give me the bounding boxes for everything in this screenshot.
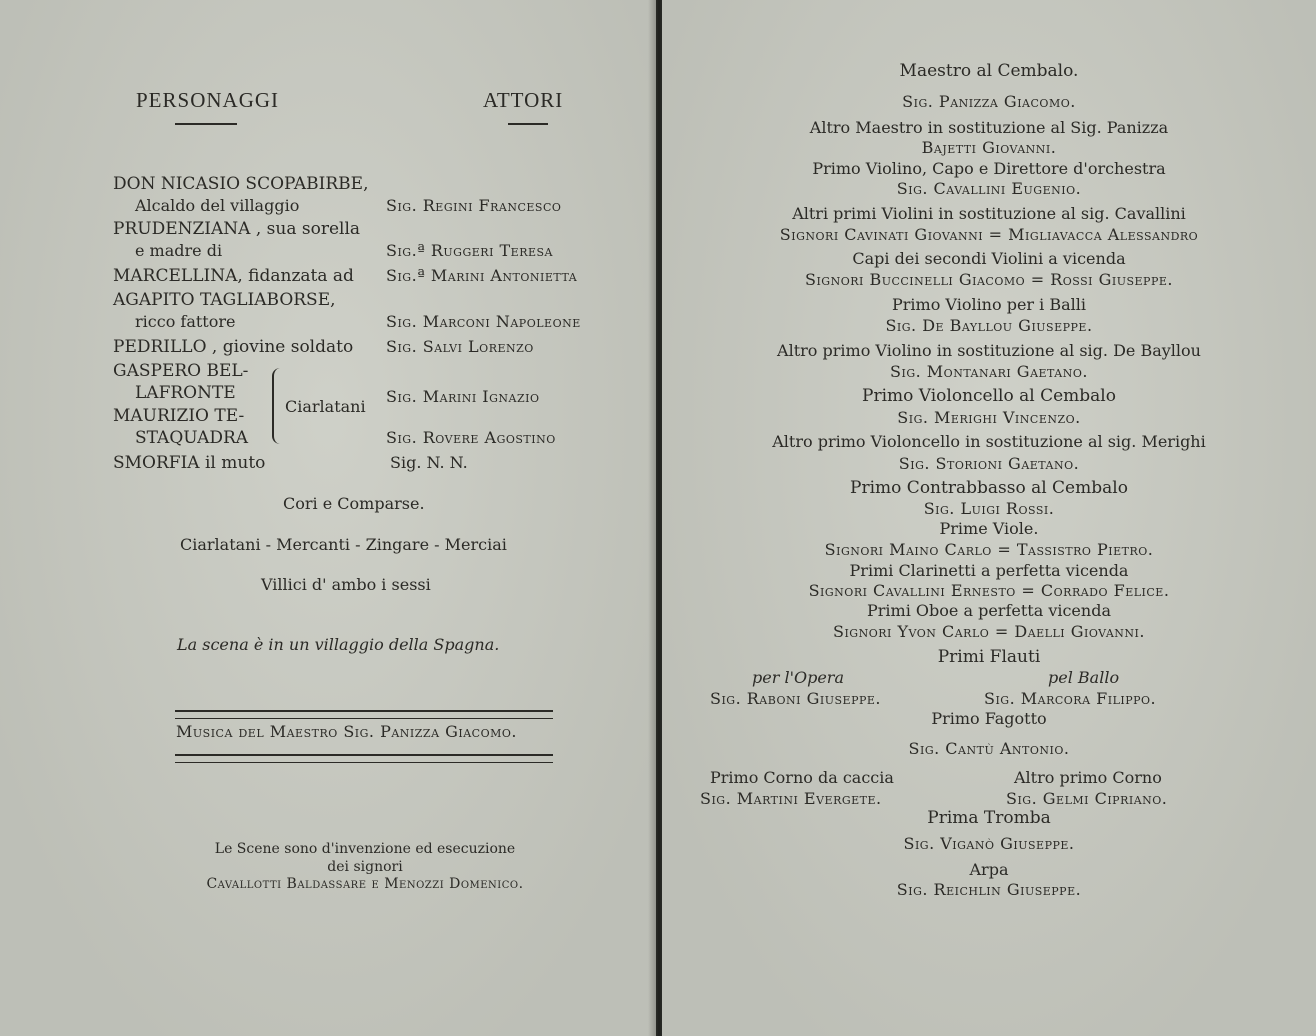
cast-role-desc: Alcaldo del villaggio [135, 196, 300, 215]
gruppi-label: Ciarlatani - Mercanti - Zingare - Merciai [180, 535, 507, 554]
flauti-ballo-label: pel Ballo [1048, 668, 1120, 687]
fagotto-label: Primo Fagotto [931, 709, 1047, 728]
cast-actor: Sig. Marconi Napoleone [386, 312, 581, 331]
musica-label: Musica del Maestro Sig. Panizza Giacomo. [176, 722, 517, 741]
orchestra-line: Bajetti Giovanni. [921, 138, 1057, 157]
orchestra-line: Signori Yvon Carlo = Daelli Giovanni. [833, 622, 1145, 641]
cast-role: STAQUADRA [135, 428, 249, 448]
cast-role: AGAPITO TAGLIABORSE, [113, 290, 336, 310]
orchestra-line: Signori Cavinati Giovanni = Migliavacca Alessandro [779, 225, 1199, 244]
brace [272, 368, 284, 444]
tromba-label: Prima Tromba [927, 808, 1051, 828]
cast-role: PRUDENZIANA , sua sorella [113, 219, 361, 239]
orchestra-line: Signori Cavallini Ernesto = Corrado Felice. [808, 581, 1170, 600]
cori-label: Cori e Comparse. [283, 494, 425, 513]
arpa-label: Arpa [969, 860, 1009, 879]
orchestra-line: Sig. Montanari Gaetano. [890, 362, 1088, 381]
header-rule-left [175, 123, 237, 125]
cast-role: GASPERO BEL- [113, 361, 249, 381]
orchestra-line: Prime Viole. [939, 519, 1039, 538]
cast-role: MARCELLINA, fidanzata ad [113, 266, 354, 286]
orchestra-line: Sig. Merighi Vincenzo. [897, 408, 1081, 427]
orchestra-line: Sig. De Bayllou Giuseppe. [885, 316, 1093, 335]
header-rule-right [508, 123, 548, 125]
cast-actor: Sig.ª Marini Antonietta [386, 266, 578, 285]
right-page [662, 0, 1316, 1036]
cast-role: MAURIZIO TE- [113, 406, 245, 426]
cast-actor: Sig. N. N. [390, 453, 468, 472]
orchestra-line: Altro primo Violoncello in sostituzione al sig. Merighi [772, 432, 1206, 451]
orchestra-line: Signori Buccinelli Giacomo = Rossi Giuseppe. [805, 270, 1173, 289]
flauti-ballo-name: Sig. Marcora Filippo. [984, 689, 1157, 708]
scene-note-line: Le Scene sono d'invenzione ed esecuzione [214, 841, 516, 857]
orchestra-line: Primi Flauti [937, 647, 1041, 667]
scena-label: La scena è in un villaggio della Spagna. [177, 635, 500, 654]
brace-label: Ciarlatani [285, 397, 366, 416]
cast-role: LAFRONTE [135, 383, 236, 403]
flauti-opera-name: Sig. Raboni Giuseppe. [710, 689, 881, 708]
orchestra-line: Altri primi Violini in sostituzione al sig. Cavallini [792, 204, 1186, 223]
flauti-opera-label: per l'Opera [752, 668, 844, 687]
orchestra-line: Primo Violino, Capo e Direttore d'orchestra [812, 159, 1166, 178]
orchestra-line: Primi Oboe a perfetta vicenda [867, 601, 1111, 620]
orchestra-line: Capi dei secondi Violini a vicenda [852, 249, 1126, 268]
corno-right-name: Sig. Gelmi Cipriano. [1006, 789, 1168, 808]
villici-label: Villici d' ambo i sessi [261, 575, 431, 594]
orchestra-line: Maestro al Cembalo. [899, 61, 1079, 81]
cast-actor: Sig. Salvi Lorenzo [386, 337, 534, 356]
orchestra-line: Sig. Storioni Gaetano. [898, 454, 1080, 473]
orchestra-line: Signori Maino Carlo = Tassistro Pietro. [824, 540, 1154, 559]
scene-note-line: Cavallotti Baldassare e Menozzi Domenico. [206, 876, 524, 892]
cast-actor: Sig. Rovere Agostino [386, 428, 556, 447]
cast-role-desc: e madre di [135, 241, 223, 260]
orchestra-line: Sig. Luigi Rossi. [923, 499, 1055, 518]
orchestra-line: Sig. Cavallini Eugenio. [896, 179, 1082, 198]
orchestra-line: Primi Clarinetti a perfetta vicenda [849, 561, 1129, 580]
orchestra-line: Altro primo Violino in sostituzione al sig. De Bayllou [777, 341, 1201, 360]
double-rule-bottom [175, 754, 553, 763]
cast-actor: Sig. Marini Ignazio [386, 387, 540, 406]
cast-role: SMORFIA il muto [113, 453, 266, 473]
orchestra-line: Primo Violoncello al Cembalo [862, 386, 1116, 406]
orchestra-line: Altro Maestro in sostituzione al Sig. Panizza [809, 118, 1169, 137]
header-attori: ATTORI [483, 88, 564, 112]
scene-note-line: dei signori [327, 859, 403, 875]
header-personaggi: PERSONAGGI [136, 88, 280, 112]
corno-left-name: Sig. Martini Evergete. [700, 789, 882, 808]
corno-left-label: Primo Corno da caccia [710, 768, 894, 787]
cast-role: DON NICASIO SCOPABIRBE, [113, 174, 369, 194]
cast-actor: Sig.ª Ruggeri Teresa [386, 241, 553, 260]
orchestra-line: Primo Violino per i Balli [892, 295, 1086, 314]
arpa-name: Sig. Reichlin Giuseppe. [896, 880, 1082, 899]
corno-right-label: Altro primo Corno [1014, 768, 1162, 787]
orchestra-line: Sig. Panizza Giacomo. [902, 92, 1076, 111]
fagotto-name: Sig. Cantù Antonio. [908, 739, 1070, 758]
orchestra-line: Primo Contrabbasso al Cembalo [850, 478, 1128, 498]
cast-actor: Sig. Regini Francesco [386, 196, 562, 215]
left-page [0, 0, 656, 1036]
tromba-name: Sig. Viganò Giuseppe. [903, 834, 1075, 853]
double-rule-top [175, 710, 553, 719]
cast-role: PEDRILLO , giovine soldato [113, 337, 354, 357]
cast-role-desc: ricco fattore [135, 312, 236, 331]
